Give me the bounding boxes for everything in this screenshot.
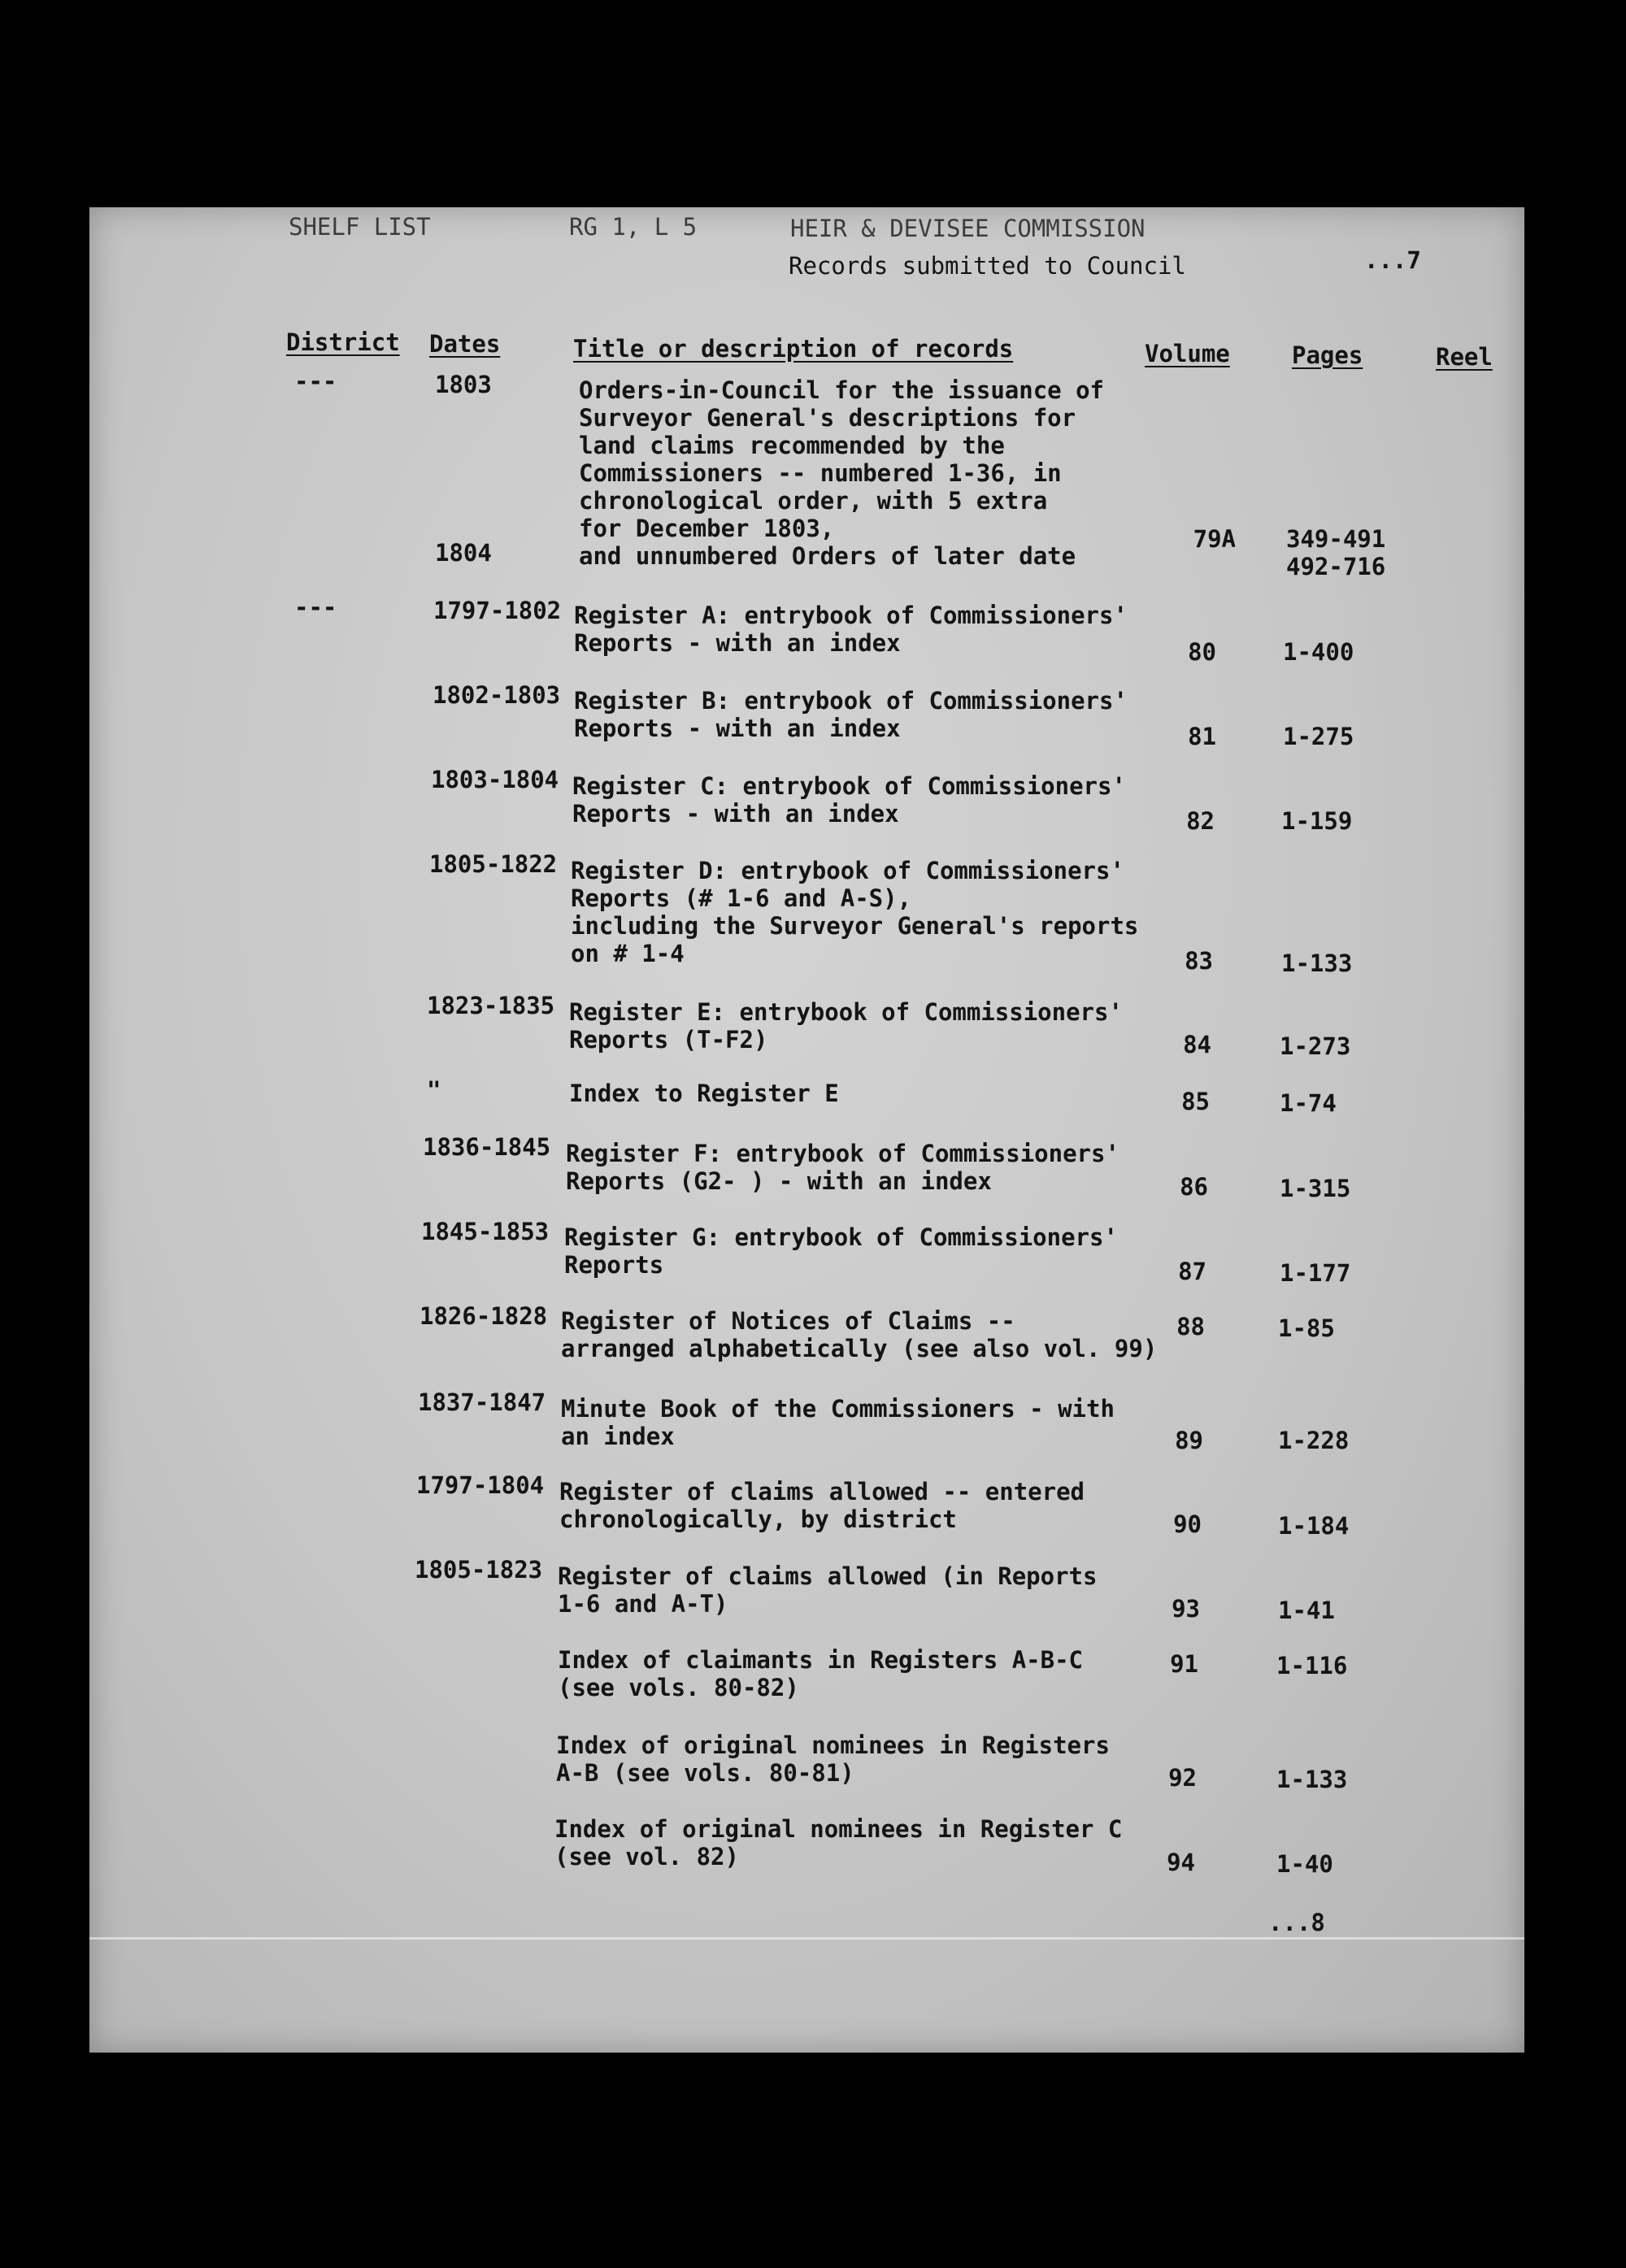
entry-volume: 92 — [1168, 1764, 1197, 1792]
entry-title: Index to Register E — [569, 1080, 839, 1107]
entry-dates: 1837-1847 — [418, 1388, 546, 1416]
entry-pages: 1-228 — [1278, 1427, 1350, 1454]
entry-volume: 87 — [1178, 1258, 1206, 1285]
entry-title: Register C: entrybook of Commissioners' Reports - with an index — [572, 772, 1126, 828]
entry-pages: 1-133 — [1276, 1766, 1348, 1793]
column-header-dates: Dates — [429, 330, 501, 358]
entry-pages: 1-400 — [1283, 638, 1354, 666]
entry-volume: 82 — [1186, 807, 1215, 835]
entry-pages: 1-116 — [1276, 1652, 1348, 1679]
entry-volume: 81 — [1188, 723, 1216, 750]
entry-dates: 1836-1845 — [423, 1133, 551, 1161]
document-subtitle: Records submitted to Council — [789, 252, 1186, 280]
entry-title: Register B: entrybook of Commissioners' Reports - with an index — [574, 687, 1128, 742]
entry-title: Orders-in-Council for the issuance of Surveyor General's descriptions for land claims recommended by the Commissioners -- numbered 1-36, in chronological order, with 5 extra for December 1803, and unnumbered Orders of later date — [579, 376, 1105, 570]
entry-dates: 1845-1853 — [421, 1218, 550, 1245]
entry-volume: 84 — [1183, 1031, 1211, 1058]
entry-volume: 93 — [1172, 1595, 1200, 1623]
shelf-list-label: SHELF LIST — [289, 213, 431, 241]
entry-pages: 1-315 — [1280, 1175, 1351, 1202]
entry-pages: 349-491 492-716 — [1286, 525, 1386, 580]
entry-volume: 88 — [1176, 1313, 1205, 1340]
entry-district: --- — [294, 593, 337, 621]
entry-volume: 91 — [1170, 1650, 1198, 1678]
page-marker-bottom: ...8 — [1268, 1909, 1325, 1936]
record-group-label: RG 1, L 5 — [569, 213, 698, 241]
entry-title: Register G: entrybook of Commissioners' Reports — [564, 1223, 1118, 1279]
entry-title: Register of Notices of Claims -- arranged alphabetically (see also vol. 99) — [561, 1307, 1158, 1362]
entry-title: Minute Book of the Commissioners - with an index — [561, 1395, 1115, 1450]
entry-title: Register E: entrybook of Commissioners' Reports (T-F2) — [569, 998, 1123, 1054]
entry-dates-secondary: 1804 — [435, 539, 492, 567]
entry-dates: 1805-1823 — [415, 1556, 543, 1584]
entry-volume: 89 — [1175, 1427, 1203, 1454]
column-header-pages: Pages — [1292, 341, 1363, 369]
entry-title: Register F: entrybook of Commissioners' Reports (G2- ) - with an index — [566, 1140, 1120, 1195]
entry-dates: 1823-1835 — [427, 992, 555, 1019]
entry-pages: 1-275 — [1283, 723, 1354, 750]
entry-title: Index of claimants in Registers A-B-C (see vols. 80-82) — [558, 1646, 1084, 1701]
entry-dates: 1803 — [435, 371, 492, 398]
entry-pages: 1-74 — [1280, 1089, 1337, 1117]
entry-pages: 1-85 — [1278, 1314, 1335, 1342]
entry-dates: 1802-1803 — [433, 681, 561, 709]
entry-title: Register D: entrybook of Commissioners' Reports (# 1-6 and A-S), including the Surveyor General's reports on # 1-4 — [571, 857, 1139, 967]
page-marker-top: ...7 — [1364, 246, 1421, 274]
entry-volume: 94 — [1167, 1849, 1195, 1876]
entry-title: Index of original nominees in Register C (see vol. 82) — [554, 1815, 1123, 1870]
entry-volume: 83 — [1185, 947, 1213, 975]
entry-pages: 1-41 — [1278, 1597, 1335, 1624]
entry-pages: 1-133 — [1281, 949, 1353, 977]
entry-dates: 1805-1822 — [429, 850, 558, 878]
entry-title: Register of claims allowed -- entered chronologically, by district — [559, 1478, 1085, 1533]
entry-pages: 1-184 — [1278, 1512, 1350, 1540]
entry-pages: 1-177 — [1280, 1259, 1351, 1287]
entry-volume: 90 — [1173, 1510, 1202, 1538]
entry-district: --- — [294, 367, 337, 395]
page-fold-line — [89, 1937, 1524, 1940]
entry-volume: 86 — [1180, 1173, 1208, 1201]
entry-pages: 1-40 — [1276, 1850, 1333, 1878]
entry-dates: 1826-1828 — [420, 1302, 548, 1330]
entry-dates: 1803-1804 — [431, 766, 559, 793]
entry-dates: " — [427, 1076, 441, 1104]
column-header-reel: Reel — [1436, 343, 1493, 371]
entry-title: Index of original nominees in Registers A-B (see vols. 80-81) — [556, 1731, 1110, 1787]
entry-volume: 85 — [1181, 1088, 1210, 1115]
entry-dates: 1797-1804 — [416, 1471, 545, 1499]
column-header-title: Title or description of records — [573, 335, 1014, 363]
entry-title: Register of claims allowed (in Reports 1-6 and A-T) — [558, 1562, 1098, 1618]
column-header-district: District — [286, 328, 400, 356]
entry-pages: 1-159 — [1281, 807, 1353, 835]
entry-volume: 80 — [1188, 638, 1216, 666]
entry-title: Register A: entrybook of Commissioners' Reports - with an index — [574, 602, 1128, 657]
column-header-volume: Volume — [1145, 340, 1230, 367]
entry-dates: 1797-1802 — [433, 597, 562, 624]
entry-pages: 1-273 — [1280, 1032, 1351, 1060]
entry-volume: 79A — [1193, 525, 1236, 553]
commission-title: HEIR & DEVISEE COMMISSION — [790, 215, 1146, 242]
